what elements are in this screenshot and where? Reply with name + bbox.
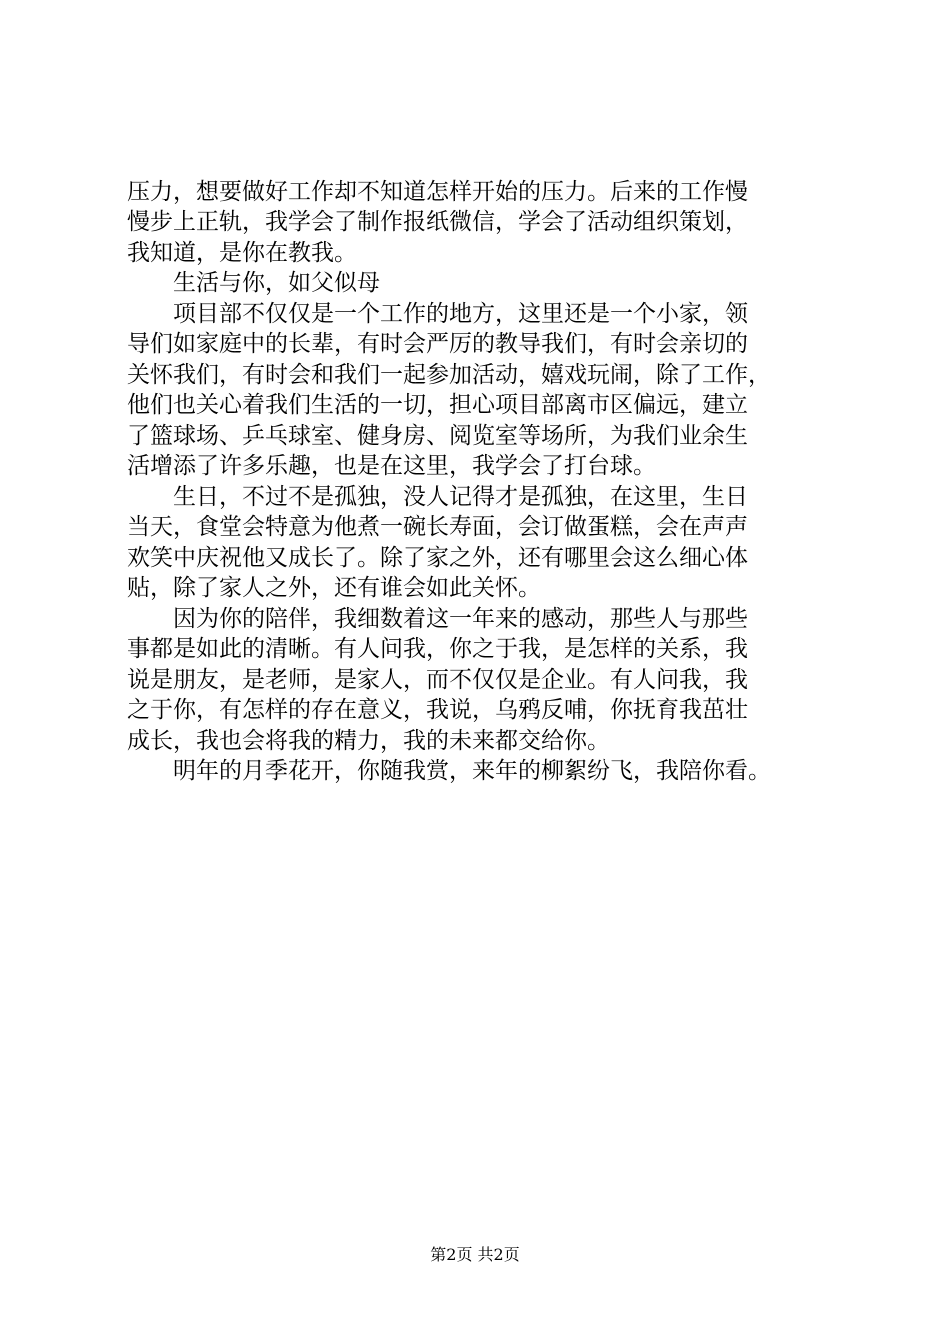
body-text-line: 事都是如此的清晰。有人问我，你之于我，是怎样的关系，我 <box>127 636 748 662</box>
body-text-line: 慢步上正轨，我学会了制作报纸微信，学会了活动组织策划， <box>127 209 748 235</box>
body-text-line: 欢笑中庆祝他又成长了。除了家之外，还有哪里会这么细心体 <box>127 545 748 571</box>
body-text-line: 活增添了许多乐趣，也是在这里，我学会了打台球。 <box>127 453 656 479</box>
body-text-line: 因为你的陪伴，我细数着这一年来的感动，那些人与那些 <box>127 606 748 632</box>
body-text-line: 我知道，是你在教我。 <box>127 240 357 266</box>
body-text-line: 说是朋友，是老师，是家人，而不仅仅是企业。有人问我，我 <box>127 667 748 693</box>
section-heading: 生活与你，如父似母 <box>127 270 380 296</box>
body-text-line: 关怀我们，有时会和我们一起参加活动，嬉戏玩闹，除了工作， <box>127 362 771 388</box>
body-text-line: 贴，除了家人之外，还有谁会如此关怀。 <box>127 575 541 601</box>
page-number-footer: 第2页 共2页 <box>430 1245 520 1264</box>
body-text-line: 之于你，有怎样的存在意义，我说，乌鸦反哺，你抚育我茁壮 <box>127 697 748 723</box>
body-text-line: 了篮球场、乒乓球室、健身房、阅览室等场所，为我们业余生 <box>127 423 748 449</box>
body-text-line: 导们如家庭中的长辈，有时会严厉的教导我们，有时会亲切的 <box>127 331 748 357</box>
body-text-line: 成长，我也会将我的精力，我的未来都交给你。 <box>127 728 610 754</box>
body-text-line: 压力，想要做好工作却不知道怎样开始的压力。后来的工作慢 <box>127 179 748 205</box>
body-text-line: 他们也关心着我们生活的一切，担心项目部离市区偏远，建立 <box>127 392 748 418</box>
body-text-line: 项目部不仅仅是一个工作的地方，这里还是一个小家，领 <box>127 301 748 327</box>
body-text-line: 生日，不过不是孤独，没人记得才是孤独，在这里，生日 <box>127 484 748 510</box>
body-text-line: 明年的月季花开，你随我赏，来年的柳絮纷飞，我陪你看。 <box>127 758 771 784</box>
body-text-line: 当天，食堂会特意为他煮一碗长寿面，会订做蛋糕，会在声声 <box>127 514 748 540</box>
